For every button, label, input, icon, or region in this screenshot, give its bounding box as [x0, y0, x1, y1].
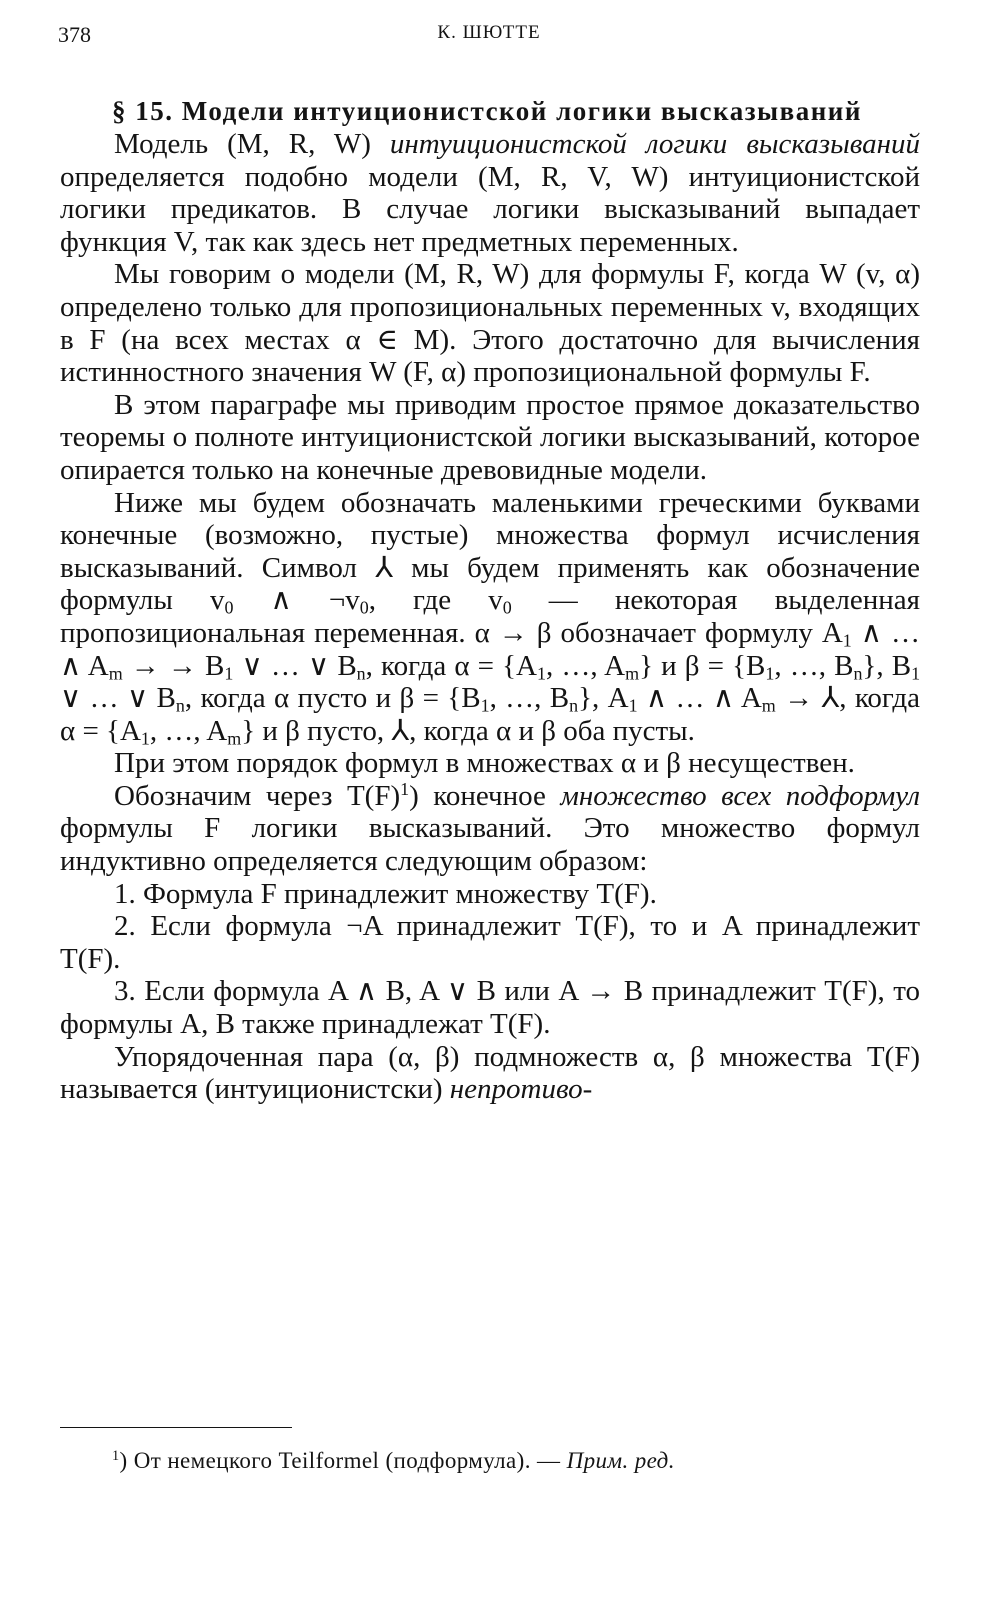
page-header — [58, 22, 920, 56]
paragraph-6: Обозначим через $T(F)^1$) конечное множество всех подформул формулы F логики высказываний. Это множество формул индуктивно определяется следующим образом: — [60, 779, 920, 878]
paragraph-3: В этом параграфе мы приводим простое прямое доказательство теоремы о полноте интуиционистской логики высказываний, которое опирается только на конечные древовидные модели. — [60, 388, 920, 486]
paragraph-7: Упорядоченная пара (α, β) подмножеств α, β множества T(F) называется (интуиционистски) непротиво- — [60, 1040, 920, 1106]
section-title: § 15. Модели интуиционистской логики высказываний — [112, 96, 862, 126]
running-head: К. ШЮТТЕ — [437, 22, 541, 43]
paragraph-4: Ниже мы будем обозначать маленькими греческими буквами конечные (возможно, пустые) множества формул исчисления высказываний. Символ ⅄ мы будем применять как обозначение формулы $v_0$ ∧ $\neg v_0$, где $v_0$ — некоторая выделенная пропозициональная переменная. α → β обозначает формулу $A_1$ ∧ … ∧ $A_m$ → → $B_1$ ∨ … ∨ $B_n$, когда $\alpha = \{A_1$, …, $A_m$} и $\beta = \{B_1$, …, $B_n$}, $B_1$ ∨ … ∨ $B_n$, когда α пусто и $\beta = \{B_1$, …, $B_n$}, $A_1$ ∧ … ∧ $A_m$ → ⅄, когда $\alpha = \{A_1$, …, $A_m$} и β пусто, ⅄, когда α и β оба пусты. — [60, 486, 921, 749]
footnote-separator — [60, 1427, 292, 1428]
list-item-2: 2. Если формула ¬A принадлежит T(F), то и A принадлежит T(F). — [60, 910, 920, 975]
footnote: $^1$) От немецкого Teilformel (подформула). — Прим. ред. — [112, 1448, 675, 1473]
footnote-mark: 1 — [112, 1448, 120, 1465]
paragraph-1: Модель (M, R, W) интуиционистской логики высказываний определяется подобно модели (M, R, V, W) интуиционистской логики предикатов. В случае логики высказываний выпадает функция V, так как здесь нет предметных переменных. — [60, 128, 920, 258]
page-number: 378 — [58, 22, 91, 47]
paragraph-5: При этом порядок формул в множествах α и β несуществен. — [114, 747, 855, 780]
page-body — [60, 95, 920, 1106]
paragraph-2: Мы говорим о модели (M, R, W) для формулы F, когда W (v, α) определено только для пропозициональных переменных v, входящих в F (на всех местах α ∈ M). Этого достаточно для вычисления истинностного значения W (F, α) пропозициональной формулы F. — [60, 258, 920, 389]
list-item-3: 3. Если формула A ∧ B, A ∨ B или A → B принадлежит T(F), то формулы A, B также принадлежат T(F). — [60, 975, 920, 1041]
list-item-1: 1. Формула F принадлежит множеству T(F). — [114, 877, 657, 910]
footnote-ref: 1 — [400, 779, 410, 799]
